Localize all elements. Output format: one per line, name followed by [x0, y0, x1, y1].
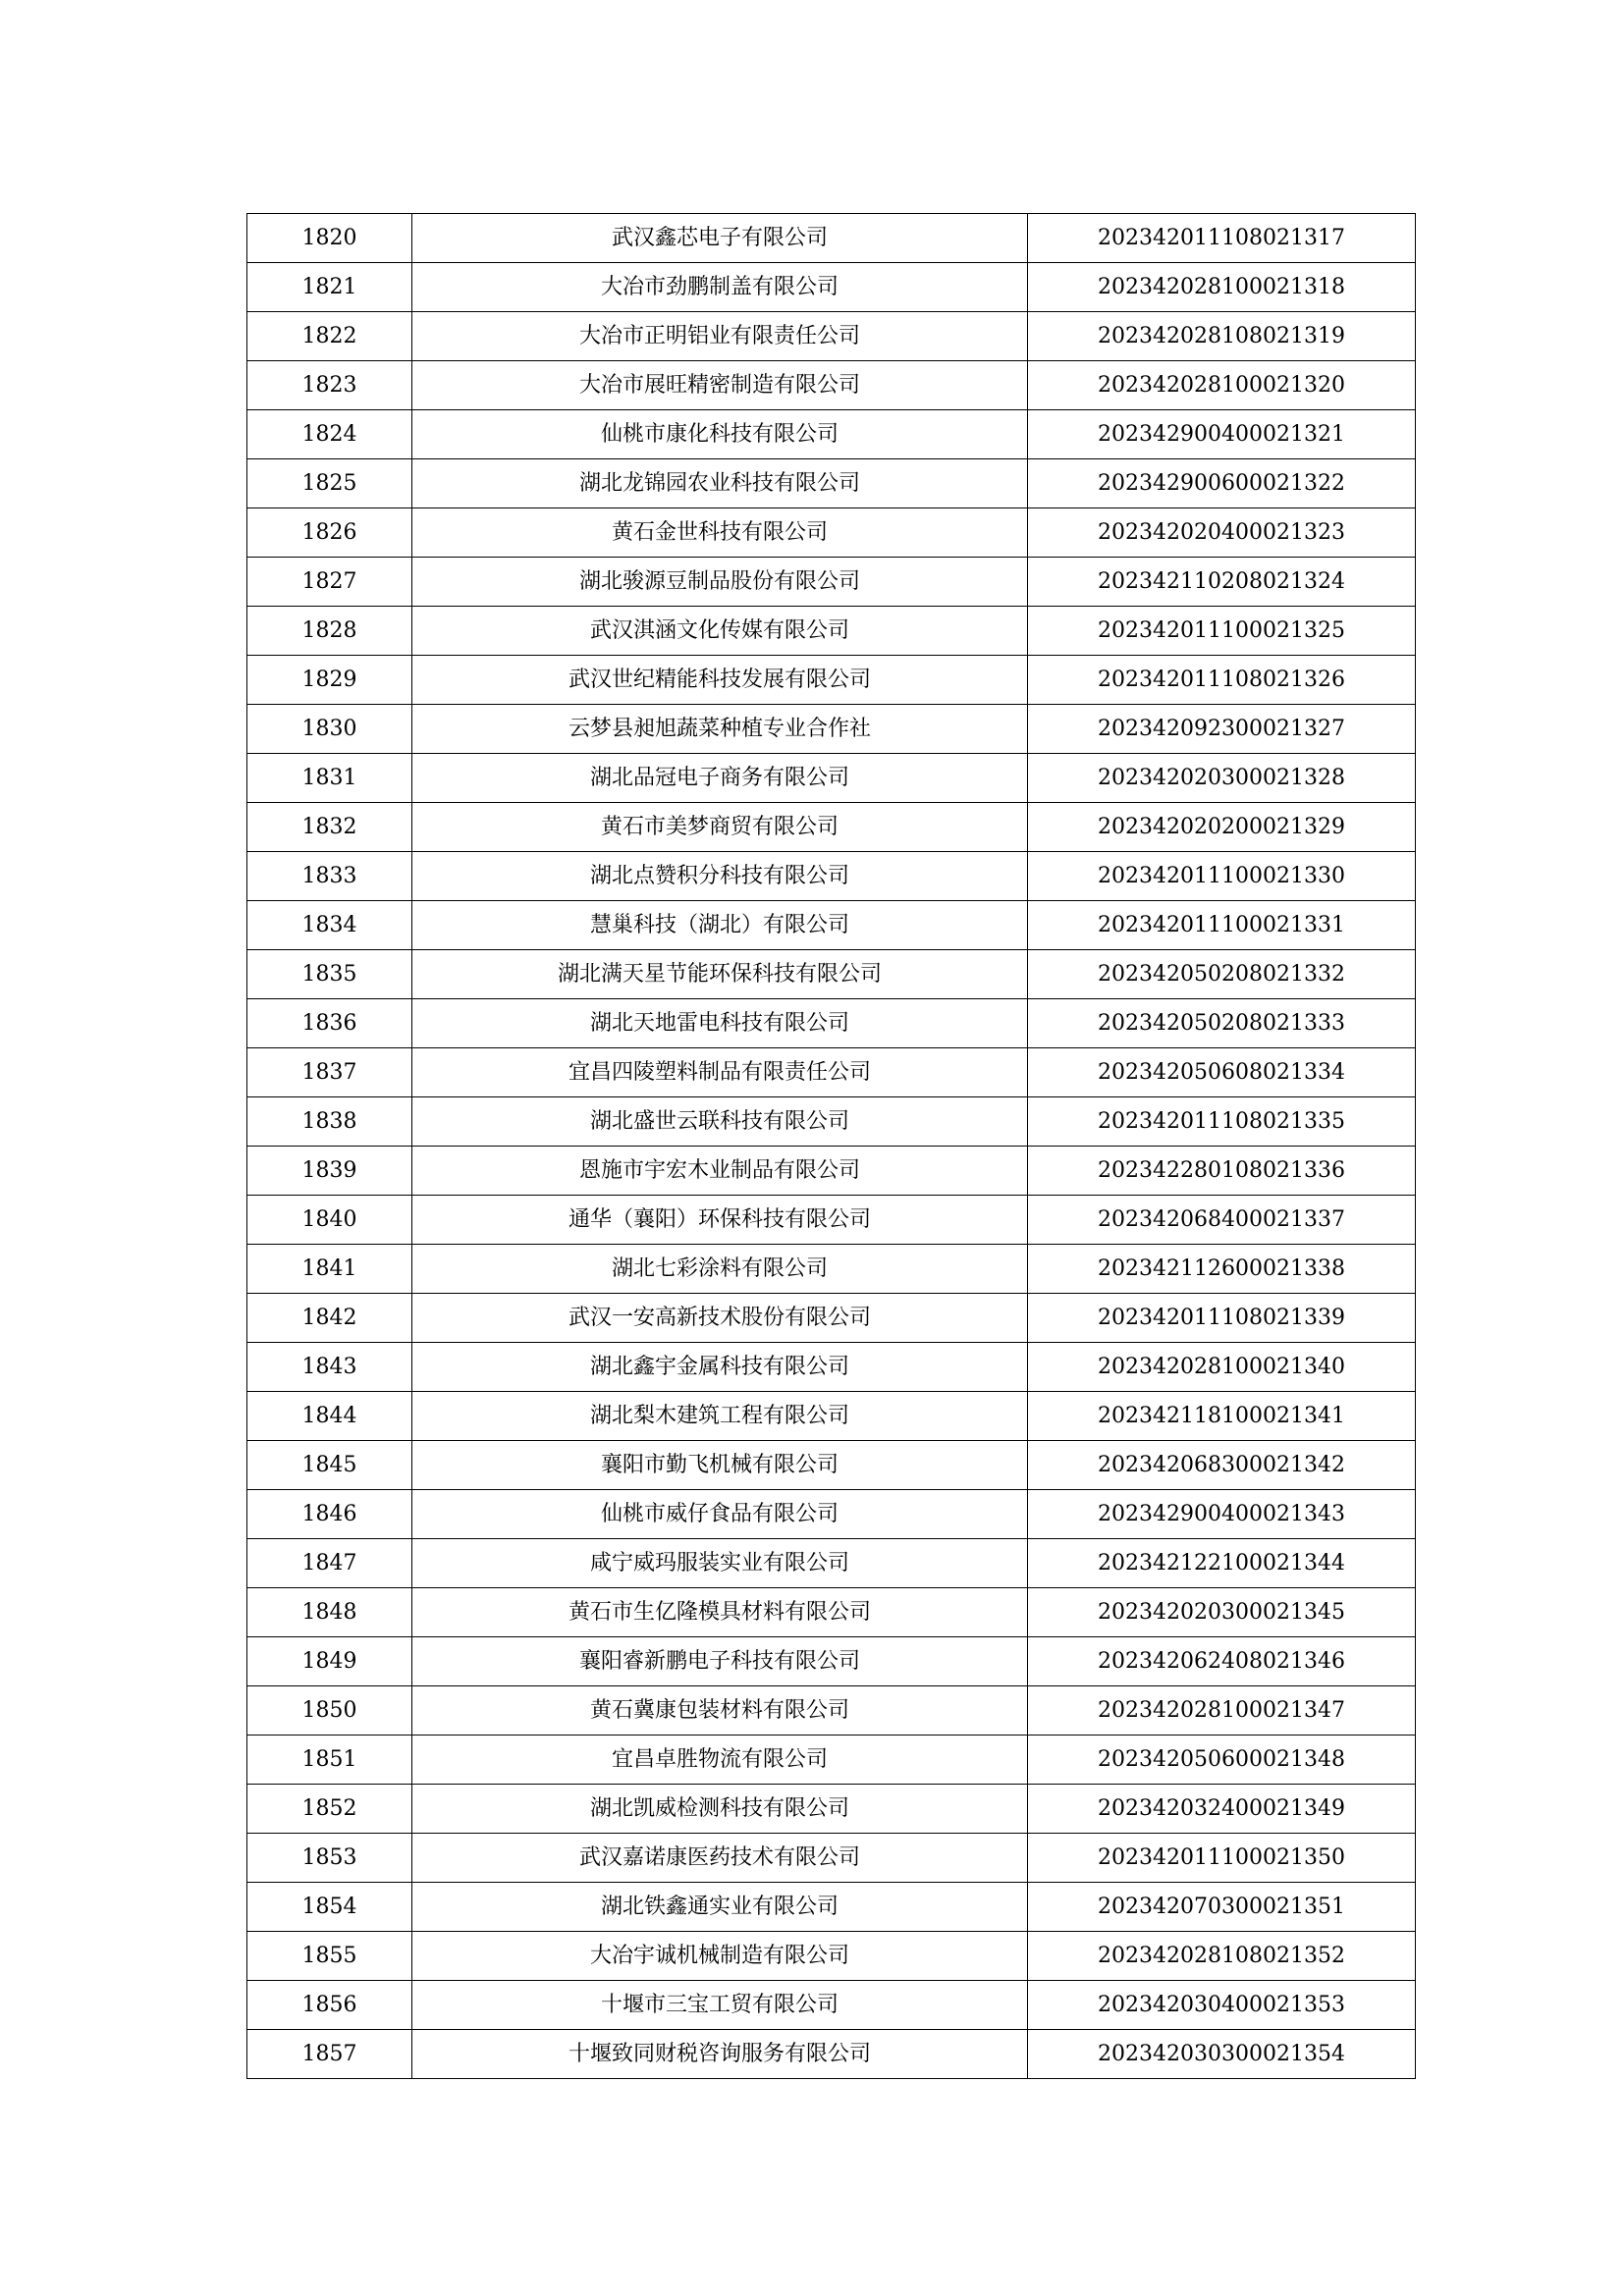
company-name: 仙桃市康化科技有限公司	[412, 410, 1028, 459]
registration-code: 202342030300021354	[1028, 2030, 1416, 2079]
company-name: 襄阳市勤飞机械有限公司	[412, 1441, 1028, 1490]
registration-code: 202342020400021323	[1028, 508, 1416, 558]
table-row	[247, 2030, 1416, 2079]
company-name: 宜昌四陵塑料制品有限责任公司	[412, 1048, 1028, 1097]
row-number: 1829	[247, 656, 412, 705]
registration-code: 202342032400021349	[1028, 1785, 1416, 1834]
row-number: 1825	[247, 459, 412, 508]
table-row	[247, 1785, 1416, 1834]
company-name: 宜昌卓胜物流有限公司	[412, 1735, 1028, 1785]
registration-code: 202342011100021331	[1028, 901, 1416, 950]
row-number: 1847	[247, 1539, 412, 1588]
company-name: 武汉一安高新技术股份有限公司	[412, 1294, 1028, 1343]
row-number: 1830	[247, 705, 412, 754]
table-row	[247, 901, 1416, 950]
company-name: 仙桃市威仔食品有限公司	[412, 1490, 1028, 1539]
company-name: 黄石金世科技有限公司	[412, 508, 1028, 558]
row-number: 1837	[247, 1048, 412, 1097]
company-name: 十堰致同财税咨询服务有限公司	[412, 2030, 1028, 2079]
table-row	[247, 705, 1416, 754]
company-name: 襄阳睿新鹏电子科技有限公司	[412, 1637, 1028, 1686]
company-name: 武汉鑫芯电子有限公司	[412, 214, 1028, 263]
table-row	[247, 950, 1416, 999]
registry-table	[246, 213, 1416, 2079]
row-number: 1823	[247, 361, 412, 410]
table-row	[247, 1883, 1416, 1932]
table-row	[247, 1048, 1416, 1097]
table-row	[247, 1735, 1416, 1785]
row-number: 1820	[247, 214, 412, 263]
table-row	[247, 1539, 1416, 1588]
registration-code: 202342020200021329	[1028, 803, 1416, 852]
row-number: 1857	[247, 2030, 412, 2079]
table-row	[247, 263, 1416, 312]
company-name: 湖北凯威检测科技有限公司	[412, 1785, 1028, 1834]
company-name: 通华（襄阳）环保科技有限公司	[412, 1196, 1028, 1245]
row-number: 1851	[247, 1735, 412, 1785]
company-name: 大冶市正明铝业有限责任公司	[412, 312, 1028, 361]
table-row	[247, 1343, 1416, 1392]
registration-code: 202342062408021346	[1028, 1637, 1416, 1686]
table-row	[247, 1147, 1416, 1196]
table-row	[247, 1981, 1416, 2030]
row-number: 1828	[247, 607, 412, 656]
company-name: 武汉嘉诺康医药技术有限公司	[412, 1834, 1028, 1883]
registration-code: 202342900400021321	[1028, 410, 1416, 459]
registration-code: 202342020300021345	[1028, 1588, 1416, 1637]
row-number: 1845	[247, 1441, 412, 1490]
table-row	[247, 1834, 1416, 1883]
row-number: 1848	[247, 1588, 412, 1637]
row-number: 1843	[247, 1343, 412, 1392]
company-name: 大冶市劲鹏制盖有限公司	[412, 263, 1028, 312]
table-row	[247, 1490, 1416, 1539]
table-row	[247, 214, 1416, 263]
company-name: 湖北盛世云联科技有限公司	[412, 1097, 1028, 1147]
row-number: 1841	[247, 1245, 412, 1294]
company-name: 武汉淇涵文化传媒有限公司	[412, 607, 1028, 656]
table-row	[247, 361, 1416, 410]
row-number: 1821	[247, 263, 412, 312]
registration-code: 202342011100021325	[1028, 607, 1416, 656]
table-row	[247, 803, 1416, 852]
company-name: 黄石市生亿隆模具材料有限公司	[412, 1588, 1028, 1637]
table-row	[247, 1097, 1416, 1147]
row-number: 1850	[247, 1686, 412, 1735]
table-row	[247, 1637, 1416, 1686]
row-number: 1856	[247, 1981, 412, 2030]
row-number: 1835	[247, 950, 412, 999]
company-name: 湖北天地雷电科技有限公司	[412, 999, 1028, 1048]
table-row	[247, 1441, 1416, 1490]
registration-code: 202342118100021341	[1028, 1392, 1416, 1441]
row-number: 1854	[247, 1883, 412, 1932]
table-row	[247, 312, 1416, 361]
registration-code: 202342280108021336	[1028, 1147, 1416, 1196]
registration-code: 202342070300021351	[1028, 1883, 1416, 1932]
table-row	[247, 607, 1416, 656]
registration-code: 202342028100021347	[1028, 1686, 1416, 1735]
registration-code: 202342030400021353	[1028, 1981, 1416, 2030]
registration-code: 202342011100021350	[1028, 1834, 1416, 1883]
row-number: 1849	[247, 1637, 412, 1686]
table-row	[247, 459, 1416, 508]
table-row	[247, 508, 1416, 558]
row-number: 1838	[247, 1097, 412, 1147]
company-name: 湖北品冠电子商务有限公司	[412, 754, 1028, 803]
row-number: 1836	[247, 999, 412, 1048]
registration-code: 202342028100021340	[1028, 1343, 1416, 1392]
registration-code: 202342028100021320	[1028, 361, 1416, 410]
table-row	[247, 558, 1416, 607]
table-row	[247, 1245, 1416, 1294]
company-name: 湖北点赞积分科技有限公司	[412, 852, 1028, 901]
registration-code: 202342050208021332	[1028, 950, 1416, 999]
row-number: 1831	[247, 754, 412, 803]
row-number: 1855	[247, 1932, 412, 1981]
table-row	[247, 1932, 1416, 1981]
row-number: 1840	[247, 1196, 412, 1245]
registry-table-body	[247, 214, 1416, 2079]
row-number: 1844	[247, 1392, 412, 1441]
table-row	[247, 852, 1416, 901]
registration-code: 202342050608021334	[1028, 1048, 1416, 1097]
row-number: 1827	[247, 558, 412, 607]
row-number: 1842	[247, 1294, 412, 1343]
table-row	[247, 754, 1416, 803]
registration-code: 202342068300021342	[1028, 1441, 1416, 1490]
company-name: 黄石市美梦商贸有限公司	[412, 803, 1028, 852]
registration-code: 202342020300021328	[1028, 754, 1416, 803]
company-name: 武汉世纪精能科技发展有限公司	[412, 656, 1028, 705]
registration-code: 202342900600021322	[1028, 459, 1416, 508]
registration-code: 202342068400021337	[1028, 1196, 1416, 1245]
row-number: 1826	[247, 508, 412, 558]
registration-code: 202342050600021348	[1028, 1735, 1416, 1785]
registration-code: 202342011108021339	[1028, 1294, 1416, 1343]
company-name: 湖北满天星节能环保科技有限公司	[412, 950, 1028, 999]
company-name: 湖北铁鑫通实业有限公司	[412, 1883, 1028, 1932]
company-name: 咸宁威玛服装实业有限公司	[412, 1539, 1028, 1588]
registration-code: 202342028108021352	[1028, 1932, 1416, 1981]
company-name: 湖北骏源豆制品股份有限公司	[412, 558, 1028, 607]
registration-code: 202342028108021319	[1028, 312, 1416, 361]
registration-code: 202342122100021344	[1028, 1539, 1416, 1588]
company-name: 湖北鑫宇金属科技有限公司	[412, 1343, 1028, 1392]
row-number: 1852	[247, 1785, 412, 1834]
company-name: 云梦县昶旭蔬菜种植专业合作社	[412, 705, 1028, 754]
company-name: 大冶宇诚机械制造有限公司	[412, 1932, 1028, 1981]
registration-code: 202342011108021335	[1028, 1097, 1416, 1147]
registration-code: 202342011108021317	[1028, 214, 1416, 263]
table-row	[247, 410, 1416, 459]
company-name: 十堰市三宝工贸有限公司	[412, 1981, 1028, 2030]
registration-code: 202342092300021327	[1028, 705, 1416, 754]
company-name: 大冶市展旺精密制造有限公司	[412, 361, 1028, 410]
table-row	[247, 1294, 1416, 1343]
table-row	[247, 656, 1416, 705]
table-row	[247, 1196, 1416, 1245]
registration-code: 202342028100021318	[1028, 263, 1416, 312]
registration-code: 202342900400021343	[1028, 1490, 1416, 1539]
registration-code: 202342050208021333	[1028, 999, 1416, 1048]
row-number: 1846	[247, 1490, 412, 1539]
company-name: 湖北龙锦园农业科技有限公司	[412, 459, 1028, 508]
table-row	[247, 1588, 1416, 1637]
table-row	[247, 999, 1416, 1048]
company-name: 湖北梨木建筑工程有限公司	[412, 1392, 1028, 1441]
company-name: 慧巢科技（湖北）有限公司	[412, 901, 1028, 950]
row-number: 1833	[247, 852, 412, 901]
registration-code: 202342011108021326	[1028, 656, 1416, 705]
row-number: 1834	[247, 901, 412, 950]
table-row	[247, 1686, 1416, 1735]
company-name: 湖北七彩涂料有限公司	[412, 1245, 1028, 1294]
company-name: 黄石冀康包装材料有限公司	[412, 1686, 1028, 1735]
row-number: 1853	[247, 1834, 412, 1883]
row-number: 1839	[247, 1147, 412, 1196]
registration-code: 202342110208021324	[1028, 558, 1416, 607]
row-number: 1824	[247, 410, 412, 459]
row-number: 1832	[247, 803, 412, 852]
row-number: 1822	[247, 312, 412, 361]
registration-code: 202342112600021338	[1028, 1245, 1416, 1294]
registration-code: 202342011100021330	[1028, 852, 1416, 901]
table-row	[247, 1392, 1416, 1441]
company-name: 恩施市宇宏木业制品有限公司	[412, 1147, 1028, 1196]
